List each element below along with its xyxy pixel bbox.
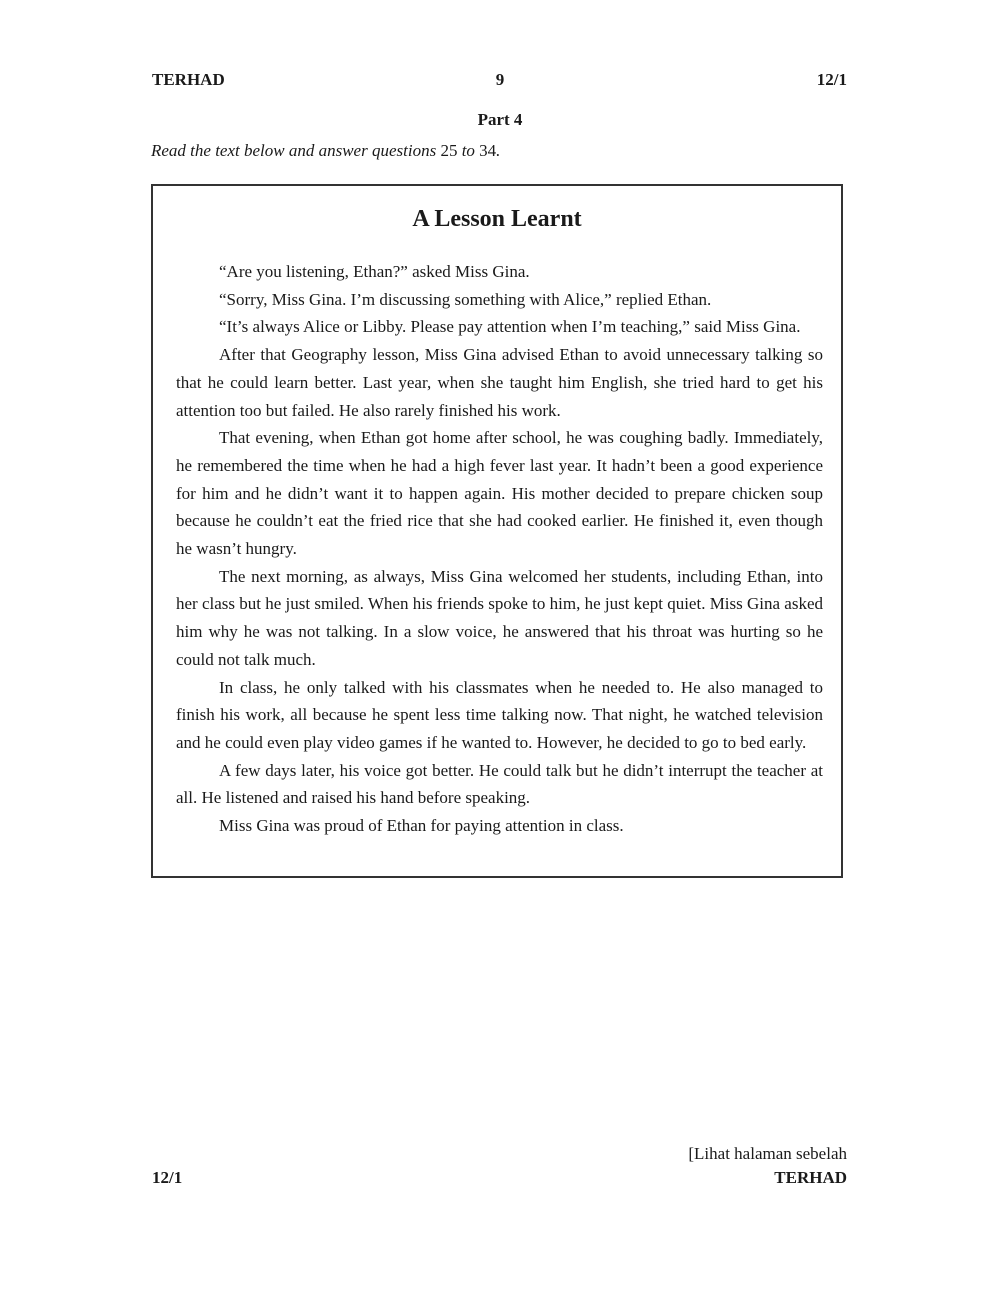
- instruction-from: 25: [440, 141, 458, 160]
- story-paragraph: That evening, when Ethan got home after school, he was coughing badly. Immediately, he remembered the time when he had a high fever last year. It hadn’t been a good experience for him and he didn’t want it to happen again. His mother decided to prepare chicken soup because he couldn’t eat the fried rice that she had cooked earlier. He finished it, even though he wasn’t hungry.: [176, 428, 823, 559]
- instruction-to: 34: [479, 141, 497, 160]
- part-title: Part 4: [477, 110, 523, 129]
- footer-paper-code: 12/1: [152, 1168, 183, 1187]
- story-box: [151, 184, 843, 878]
- header-paper-code: 12/1: [816, 70, 847, 89]
- story-body: [176, 258, 823, 840]
- story-paragraph: “Sorry, Miss Gina. I’m discussing something with Alice,” replied Ethan.: [219, 289, 712, 309]
- footer-classification: TERHAD: [774, 1168, 847, 1187]
- story-paragraph: After that Geography lesson, Miss Gina advised Ethan to avoid unnecessary talking so that he could learn better. Last year, when she taught him English, she tried hard to get his attention too but failed. He also rarely finished his work.: [176, 345, 823, 420]
- story-paragraph: In class, he only talked with his classmates when he needed to. He also managed to finish his work, all because he spent less time talking now. That night, he watched television and he could even play video games if he wanted to. However, he decided to go to bed early.: [176, 677, 823, 752]
- page-number: 9: [495, 70, 505, 89]
- story-paragraph: The next morning, as always, Miss Gina welcomed her students, including Ethan, into her class but he just smiled. When his friends spoke to him, he just kept quiet. Miss Gina asked him why he was not talking. In a slow voice, he answered that his throat was hurting so he could not talk much.: [176, 566, 824, 669]
- story-paragraph: “It’s always Alice or Libby. Please pay attention when I’m teaching,” said Miss Gina.: [219, 317, 801, 337]
- instruction-prefix: Read the text below and answer questions: [151, 141, 441, 160]
- header-classification: TERHAD: [152, 70, 225, 89]
- instruction-suffix: .: [496, 141, 501, 160]
- next-page-note: [Lihat halaman sebelah: [688, 1144, 847, 1163]
- story-paragraph: “Are you listening, Ethan?” asked Miss Gina.: [219, 262, 530, 281]
- story-paragraph: Miss Gina was proud of Ethan for paying attention in class.: [219, 816, 624, 836]
- story-paragraph: A few days later, his voice got better. He could talk but he didn’t interrupt the teacher at all. He listened and raised his hand before speaking.: [176, 760, 823, 808]
- instruction-to-word: to: [457, 141, 480, 160]
- instruction: [151, 141, 500, 161]
- story-title: A Lesson Learnt: [412, 206, 582, 232]
